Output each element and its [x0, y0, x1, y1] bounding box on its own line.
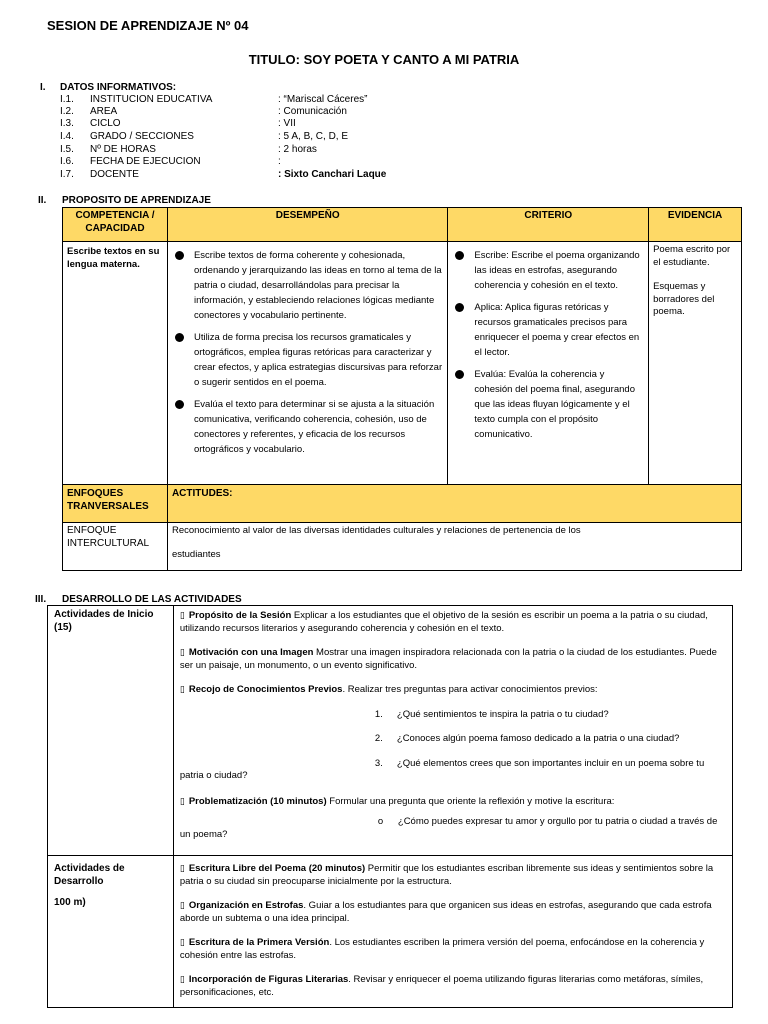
session-title: SESION DE APRENDIZAJE Nº 04: [47, 18, 249, 33]
dato-value-docente: : Sixto Canchari Laque: [278, 169, 387, 180]
dato-num: I.4.: [60, 131, 74, 142]
section-3-title: DESARROLLO DE LAS ACTIVIDADES: [62, 594, 242, 605]
section-1-number: I.: [40, 82, 46, 93]
competencia-cell: Escribe textos en su lengua materna.: [63, 242, 168, 485]
desarrollo-label-cell: [48, 856, 174, 1008]
criterio-cell: [448, 242, 649, 485]
evidencia-item: Esquemas y borradores del poema.: [653, 281, 715, 317]
dato-value: :: [278, 156, 281, 167]
section-2-number: II.: [38, 195, 47, 206]
desarrollo-content: ▯ Escritura Libre del Poema (20 minutos) Permitir que los estudiantes escriban libremente sus ideas y sentimientos sobre la patria o su ciudad sin preocuparse inicialmente por la estructura. ▯ Organización en Estrofas. Guiar a los estudiantes para que organicen sus ideas en estrofas, asegurando que cada estrofa aborde un subtema o una idea principal. ▯ Escritura de la Primera Versión. Los estudiantes escriben la primera versión del poema, enfocándose en la coherencia y cohesión entre las estrofas. ▯ Incorporación de Figuras Literarias. Revisar y enriquecer el poema utilizando figuras literarias como metáforas, símiles, personificaciones, etc.: [173, 856, 732, 1008]
header-enfoques: ENFOQUES TRANVERSALES: [63, 485, 168, 523]
problematizacion-title: Problematización (10 minutos): [188, 795, 327, 807]
header-criterio: CRITERIO: [448, 208, 649, 242]
proposito-table: [62, 207, 742, 571]
dato-value: : VII: [278, 118, 296, 129]
enfoque-row: [63, 523, 742, 571]
dato-label: AREA: [90, 106, 118, 117]
proposito-sesion-title: Propósito de la Sesión: [188, 610, 292, 621]
actitud-cell: [167, 523, 741, 571]
header-actitudes: ACTITUDES:: [167, 485, 741, 523]
inicio-content: ▯ Propósito de la Sesión Explicar a los estudiantes que el objetivo de la sesión es escribir un poema a la patria o su ciudad, utilizando recursos literarios y asegurando coherencia y cohesión en el texto. ▯ Motivación con una Imagen Mostrar una imagen inspiradora relacionada con la patria o la ciudad de los estudiantes. Puede ser un paisaje, un monumento, o un evento significativo. ▯ Recojo de Conocimientos Previos. Realizar tres preguntas para activar conocimientos previos: 1. ¿Qué sentimientos te inspira la patria o tu ciudad? 2. ¿Conoces algún poema famoso dedicado a la patria o una ciudad? 3. ¿Qué elementos crees que son importantes incluir en un poema sobre tu patria o ciudad? ▯ Problematización (10 minutos) Formular una pregunta que oriente la reflexión y motive la escritura: o ¿Cómo puedes expresar tu amor y orgullo por tu patria o ciudad a través de un poema?: [173, 606, 732, 856]
dato-value: : 2 horas: [278, 144, 317, 155]
enfoques-header-row: [63, 485, 742, 523]
pregunta-item: 2. ¿Conoces algún poema famoso dedicado a la patria o una ciudad?: [374, 733, 680, 744]
desarrollo-label: Actividades de Desarrollo: [54, 863, 125, 887]
dato-value: : Comunicación: [278, 106, 347, 117]
figuras-title: Incorporación de Figuras Literarias: [188, 974, 349, 985]
organizacion-title: Organización en Estrofas: [188, 900, 304, 911]
dato-value: : 5 A, B, C, D, E: [278, 131, 349, 142]
desarrollo-time: 100 m): [54, 897, 86, 908]
evidencia-item: Poema escrito por el estudiante.: [653, 244, 731, 268]
header-desempeno: DESEMPEÑO: [167, 208, 447, 242]
dato-num: I.5.: [60, 144, 74, 155]
dato-num: I.1.: [60, 94, 74, 105]
dato-label: INSTITUCION EDUCATIVA: [90, 94, 213, 105]
motivacion-title: Motivación con una Imagen: [188, 647, 314, 658]
problematizacion-question: o ¿Cómo puedes expresar tu amor y orgullo por tu patria o ciudad a través de un poema?: [179, 816, 718, 840]
dato-num: I.6.: [60, 156, 74, 167]
inicio-row: [48, 606, 733, 856]
dato-num: I.7.: [60, 169, 74, 180]
proposito-header-row: [63, 208, 742, 242]
dato-label: DOCENTE: [90, 169, 139, 180]
criterio-item: Evalúa: Evalúa la coherencia y cohesión del poema final, asegurando que las ideas fluyan lógicamente y el texto cumpla con el propósito comunicativo.: [452, 367, 644, 442]
inicio-label: Actividades de Inicio (15): [48, 606, 174, 856]
desempeno-cell: [167, 242, 447, 485]
actitud-line-2: estudiantes: [171, 548, 221, 560]
recojo-title: Recojo de Conocimientos Previos: [188, 684, 343, 695]
main-title: TITULO: SOY POETA Y CANTO A MI PATRIA: [248, 52, 520, 67]
dato-label: CICLO: [90, 118, 121, 129]
pregunta-item: 3. ¿Qué elementos crees que son importantes incluir en un poema sobre tu patria o ciudad?: [179, 757, 705, 781]
dato-value: : “Mariscal Cáceres”: [278, 94, 368, 105]
desempeno-item: Utiliza de forma precisa los recursos gramaticales y ortográficos, emplea figuras retóricas para caracterizar y crear efectos, y aplica estrategias discursivas para reforzar o sugerir sentidos en el poema.: [172, 330, 443, 390]
dato-label: FECHA DE EJECUCION: [90, 156, 201, 167]
section-1-title: DATOS INFORMATIVOS:: [60, 82, 177, 93]
desempeno-item: Escribe textos de forma coherente y cohesionada, ordenando y jerarquizando las ideas en torno al tema de la patria o ciudad, desarrollándolas para precisar la información, y estableciendo relaciones lógicas mediante conectores y vocabulario pertinente.: [172, 248, 443, 323]
actividades-table: [47, 605, 733, 1008]
enfoque-cell: ENFOQUE INTERCULTURAL: [63, 523, 168, 571]
criterio-item: Escribe: Escribe el poema organizando las ideas en estrofas, asegurando coherencia y cohesión en el texto.: [452, 248, 644, 293]
escritura-libre-title: Escritura Libre del Poema (20 minutos): [188, 863, 366, 874]
section-2-title: PROPOSITO DE APRENDIZAJE: [62, 195, 211, 206]
dato-label: Nº DE HORAS: [90, 144, 156, 155]
dato-num: I.2.: [60, 106, 74, 117]
criterio-item: Aplica: Aplica figuras retóricas y recursos gramaticales precisos para enriquecer el poema y crear efectos en el lector.: [452, 300, 644, 360]
section-3-number: III.: [35, 594, 47, 605]
dato-label: GRADO / SECCIONES: [90, 131, 194, 142]
header-evidencia: EVIDENCIA: [649, 208, 742, 242]
desarrollo-row: [48, 856, 733, 1008]
pregunta-item: 1. ¿Qué sentimientos te inspira la patria o tu ciudad?: [374, 708, 609, 720]
desempeno-item: Evalúa el texto para determinar si se ajusta a la situación comunicativa, verificando coherencia, cohesión, uso de conectores y referentes, y eficacia de los recursos ortográficos y vocabulario.: [172, 397, 443, 457]
primera-version-title: Escritura de la Primera Versión: [188, 937, 330, 948]
dato-num: I.3.: [60, 118, 74, 129]
proposito-body-row: [63, 242, 742, 485]
header-competencia: COMPETENCIA / CAPACIDAD: [63, 208, 168, 242]
actitud-line-1: Reconocimiento al valor de las diversas identidades culturales y relaciones de pertenencia de los: [171, 525, 581, 536]
evidencia-cell: [649, 242, 742, 485]
preguntas-list: [180, 709, 726, 783]
